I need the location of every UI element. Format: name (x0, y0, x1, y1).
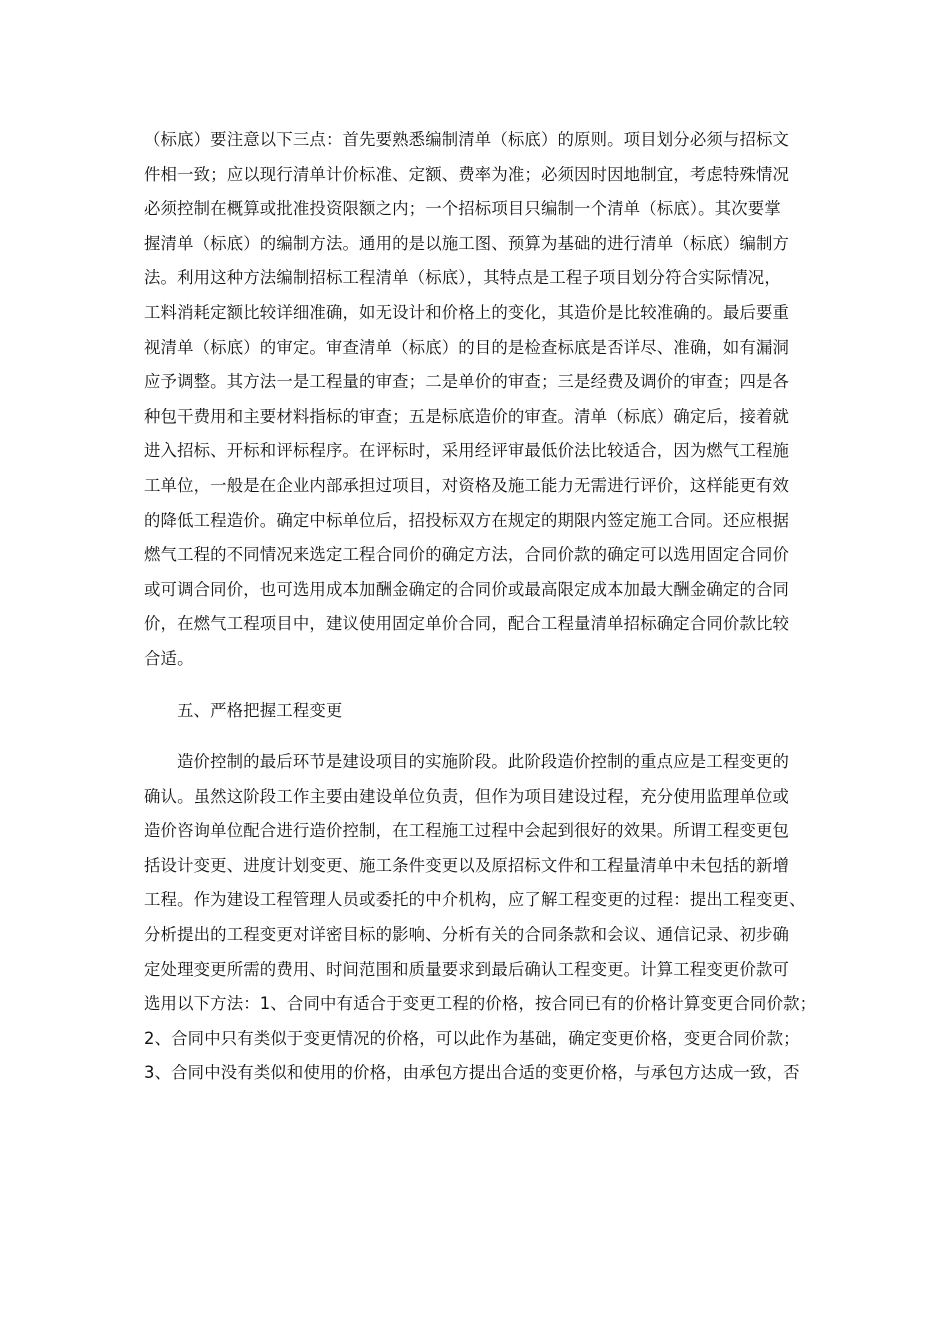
text-line: 的降低工程造价。确定中标单位后，招投标双方在规定的期限内签定施工合同。还应根据 (144, 510, 790, 530)
text-line: 应予调整。其方法一是工程量的审查；二是单价的审查；三是经费及调价的审查；四是各 (144, 372, 790, 392)
text-line: （标底）要注意以下三点：首先要熟悉编制清单（标底）的原则。项目划分必须与招标文 (144, 130, 790, 149)
text-line: 或可调合同价，也可选用成本加酬金确定的合同价或最高限定成本加最大酬金确定的合同 (144, 579, 790, 599)
section-heading-block (144, 694, 819, 729)
text-line: 造价咨询单位配合进行造价控制，在工程施工过程中会起到很好的效果。所谓工程变更包 (144, 821, 790, 841)
text-line: 确认。虽然这阶段工作主要由建设单位负责，但作为项目建设过程，充分使用监理单位或 (144, 786, 790, 806)
text-line: 握清单（标底）的编制方法。通用的是以施工图、预算为基础的进行清单（标底）编制方 (144, 233, 790, 253)
text-line: 必须控制在概算或批准投资限额之内；一个招标项目只编制一个清单（标底）。其次要掌 (144, 199, 781, 219)
text-line: 定处理变更所需的费用、时间范围和质量要求到最后确认工程变更。计算工程变更价款可 (144, 959, 790, 979)
text-line: 3、合同中没有类似和使用的价格，由承包方提出合适的变更价格，与承包方达成一致，否 (144, 1063, 800, 1083)
text-line: 分析提出的工程变更对详密目标的影响、分析有关的合同条款和会议、通信记录、初步确 (144, 925, 790, 945)
text-line: 燃气工程的不同情况来选定工程合同价的确定方法，合同价款的确定可以选用固定合同价 (144, 545, 790, 565)
document-page (144, 123, 819, 1091)
text-line: 进入招标、开标和评标程序。在评标时，采用经评审最低价法比较适合，因为燃气工程施 (144, 441, 790, 461)
text-line: 法。利用这种方法编制招标工程清单（标底），其特点是工程子项目划分符合实际情况， (144, 268, 781, 288)
text-line: 括设计变更、进度计划变更、施工条件变更以及原招标文件和工程量清单中未包括的新增 (144, 855, 790, 875)
text-line: 选用以下方法：1、合同中有适合于变更工程的价格，按合同已有的价格计算变更合同价款； (144, 994, 817, 1014)
text-line: 合适。 (144, 648, 194, 668)
text-line: 工料消耗定额比较详细准确，如无设计和价格上的变化，其造价是比较准确的。最后要重 (144, 302, 790, 322)
text-line: 工程。作为建设工程管理人员或委托的中介机构，应了解工程变更的过程：提出工程变更、 (144, 890, 806, 910)
text-line: 造价控制的最后环节是建设项目的实施阶段。此阶段造价控制的重点应是工程变更的 (177, 752, 790, 772)
paragraph-engineering-change (144, 745, 819, 1091)
paragraph-bid-evaluation (144, 123, 819, 677)
section-heading: 五、严格把握工程变更 (177, 700, 343, 720)
text-line: 件相一致；应以现行清单计价标准、定额、费率为准；必须因时因地制宜，考虑特殊情况 (144, 164, 790, 184)
text-line: 视清单（标底）的审定。审查清单（标底）的目的是检查标底是否详尽、准确，如有漏洞 (144, 337, 790, 357)
text-line: 工单位，一般是在企业内部承担过项目，对资格及施工能力无需进行评价，这样能更有效 (144, 475, 790, 495)
text-line: 价，在燃气工程项目中，建议使用固定单价合同，配合工程量清单招标确定合同价款比较 (144, 614, 790, 634)
text-line: 2、合同中只有类似于变更情况的价格，可以此作为基础，确定变更价格，变更合同价款； (144, 1028, 800, 1048)
text-line: 种包干费用和主要材料指标的审查；五是标底造价的审查。清单（标底）确定后，接着就 (144, 406, 790, 426)
